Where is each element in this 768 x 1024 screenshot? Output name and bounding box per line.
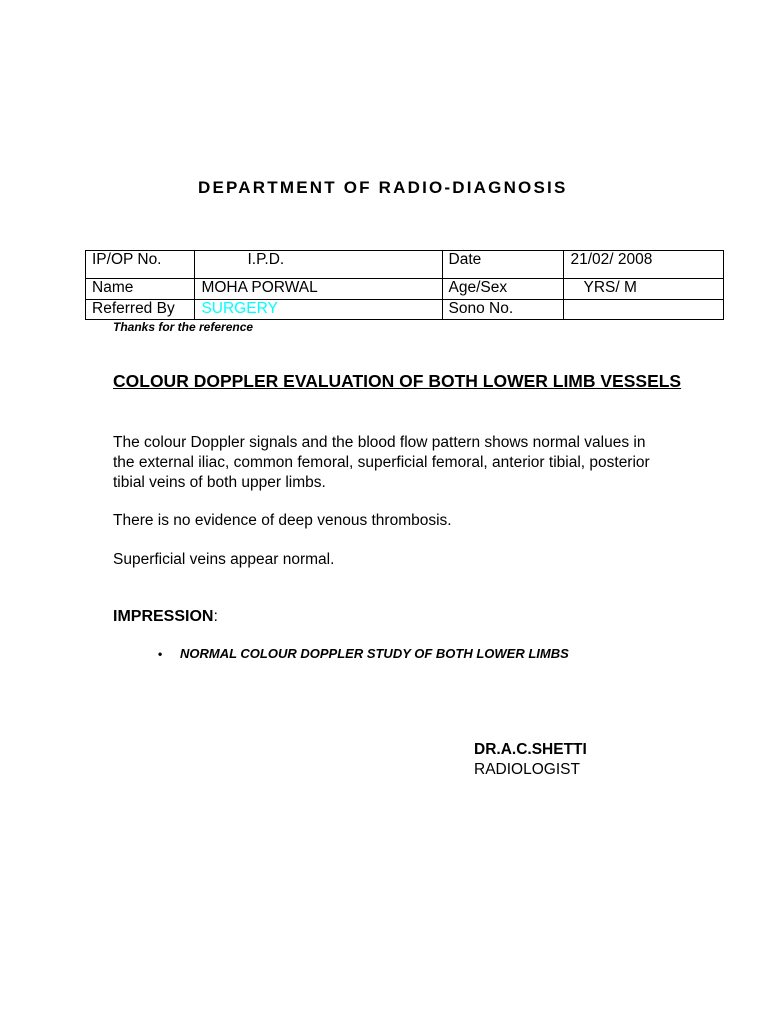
dvt-paragraph: There is no evidence of deep venous thrombosis. <box>113 512 452 529</box>
impression-heading <box>113 608 218 626</box>
table-row <box>86 251 724 279</box>
name-value: MOHA PORWAL <box>195 279 442 300</box>
sono-value <box>564 300 724 320</box>
ipop-value: I.P.D. <box>195 251 442 279</box>
date-value: 21/02/ 2008 <box>564 251 724 279</box>
date-label: Date <box>442 251 564 279</box>
referred-value: SURGERY <box>195 300 442 320</box>
table-row <box>86 279 724 300</box>
patient-info-table <box>85 250 724 320</box>
impression-label: IMPRESSION <box>113 608 214 625</box>
bullet-icon: • <box>158 647 163 661</box>
doctor-title: RADIOLOGIST <box>474 761 580 778</box>
sono-label: Sono No. <box>442 300 564 320</box>
department-title: DEPARTMENT OF RADIO-DIAGNOSIS <box>198 178 568 197</box>
referred-label: Referred By <box>86 300 195 320</box>
agesex-label: Age/Sex <box>442 279 564 300</box>
report-heading: COLOUR DOPPLER EVALUATION OF BOTH LOWER LIMB VESSELS <box>113 371 682 391</box>
findings-paragraph: The colour Doppler signals and the blood flow pattern shows normal values in the external iliac, common femoral, superficial femoral, anterior tibial, posterior tibial veins of both upper limbs. <box>113 434 650 491</box>
list-item <box>158 646 569 661</box>
impression-item: NORMAL COLOUR DOPPLER STUDY OF BOTH LOWER LIMBS <box>180 646 569 661</box>
ipop-label: IP/OP No. <box>86 251 195 279</box>
name-label: Name <box>86 279 195 300</box>
thanks-note: Thanks for the reference <box>113 320 254 334</box>
doctor-name: DR.A.C.SHETTI <box>474 741 587 758</box>
superficial-veins-paragraph: Superficial veins appear normal. <box>113 551 335 568</box>
table-row <box>86 300 724 320</box>
impression-colon: : <box>213 608 218 625</box>
agesex-value: YRS/ M <box>564 279 724 300</box>
